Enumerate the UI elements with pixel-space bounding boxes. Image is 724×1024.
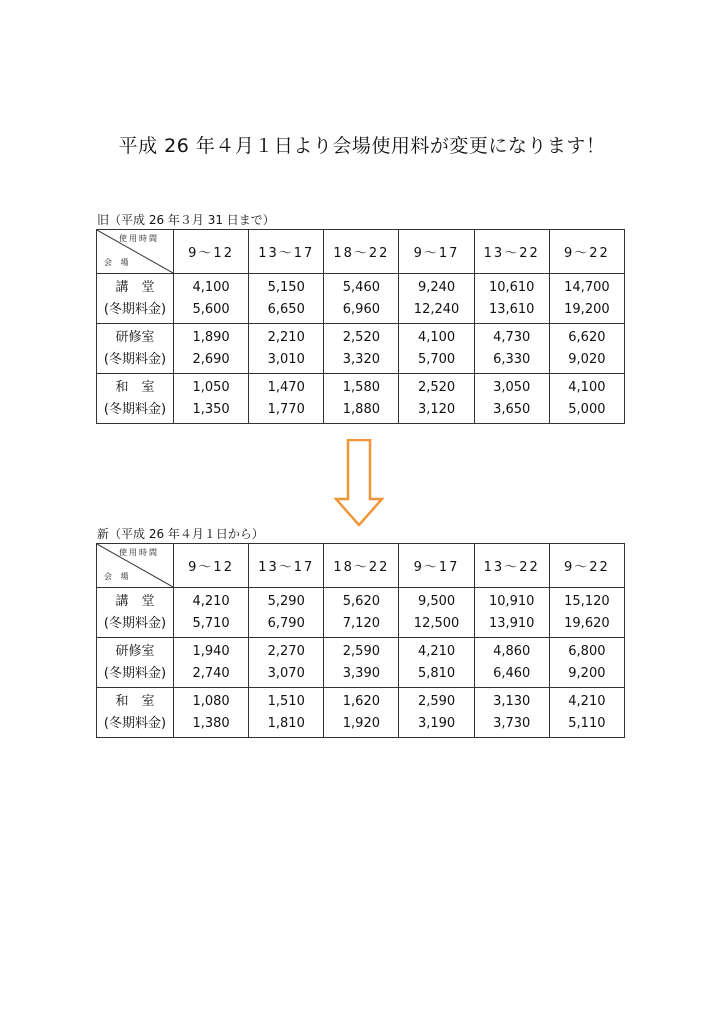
standard-fee: 1,470 — [267, 379, 305, 395]
corner-venue-label: 会 場 — [104, 258, 132, 267]
winter-fee: 3,070 — [267, 665, 305, 681]
fee-cell — [174, 274, 249, 324]
winter-fee: 2,740 — [192, 665, 230, 681]
winter-fee: 3,730 — [493, 715, 531, 731]
winter-fee: 2,690 — [192, 351, 230, 367]
standard-fee: 1,620 — [342, 693, 380, 709]
time-slot-header: 9～17 — [399, 230, 474, 274]
table-row — [97, 588, 625, 638]
venue-cell — [97, 324, 174, 374]
fee-cell — [174, 588, 249, 638]
winter-fee: 1,380 — [192, 715, 230, 731]
fee-cell — [249, 274, 324, 324]
venue-cell — [97, 274, 174, 324]
corner-venue-label: 会 場 — [104, 572, 132, 581]
winter-fee-label: (冬期料金) — [103, 301, 167, 317]
time-slot-header: 9～12 — [174, 544, 249, 588]
time-slot-header: 18～22 — [324, 544, 399, 588]
time-slot-header: 9～22 — [549, 544, 624, 588]
fee-cell — [549, 324, 624, 374]
winter-fee: 5,710 — [192, 615, 230, 631]
old-table-caption: 旧（平成 26 年３月 31 日まで） — [97, 213, 275, 227]
table-row — [97, 688, 625, 738]
standard-fee: 1,940 — [192, 643, 230, 659]
fee-cell — [399, 638, 474, 688]
fee-cell — [324, 324, 399, 374]
fee-cell — [399, 688, 474, 738]
winter-fee-label: (冬期料金) — [103, 665, 167, 681]
new-fee-table — [96, 543, 625, 738]
standard-fee: 9,240 — [417, 279, 456, 295]
time-slot-header: 18～22 — [324, 230, 399, 274]
table-row — [97, 324, 625, 374]
winter-fee-label: (冬期料金) — [103, 615, 167, 631]
corner-time-label: 使用時間 — [119, 548, 159, 557]
fee-cell — [324, 638, 399, 688]
fee-cell — [174, 688, 249, 738]
winter-fee: 12,240 — [413, 301, 460, 317]
venue-name: 研修室 — [115, 329, 155, 345]
winter-fee: 5,600 — [192, 301, 230, 317]
fee-cell — [249, 324, 324, 374]
winter-fee: 3,120 — [417, 401, 456, 417]
winter-fee: 12,500 — [413, 615, 460, 631]
fee-cell — [549, 638, 624, 688]
standard-fee: 10,910 — [488, 593, 535, 609]
fee-cell — [474, 274, 549, 324]
venue-cell — [97, 638, 174, 688]
venue-cell — [97, 688, 174, 738]
winter-fee: 19,200 — [564, 301, 610, 317]
standard-fee: 2,590 — [342, 643, 380, 659]
standard-fee: 14,700 — [564, 279, 610, 295]
winter-fee: 5,000 — [568, 401, 606, 417]
old-fee-table — [96, 229, 625, 424]
standard-fee: 4,100 — [192, 279, 230, 295]
winter-fee: 1,770 — [267, 401, 305, 417]
standard-fee: 10,610 — [488, 279, 535, 295]
time-slot-header: 13～22 — [474, 230, 549, 274]
fee-cell — [474, 324, 549, 374]
winter-fee: 6,650 — [267, 301, 305, 317]
winter-fee-label: (冬期料金) — [103, 715, 167, 731]
standard-fee: 5,460 — [342, 279, 380, 295]
fee-cell — [249, 638, 324, 688]
fee-cell — [399, 374, 474, 424]
winter-fee: 6,460 — [493, 665, 531, 681]
standard-fee: 1,580 — [342, 379, 380, 395]
time-slot-header: 9～17 — [399, 544, 474, 588]
new-table-caption: 新（平成 26 年４月１日から） — [97, 527, 264, 541]
venue-name: 講 堂 — [115, 279, 155, 295]
winter-fee: 9,020 — [568, 351, 606, 367]
time-slot-header: 13～22 — [474, 544, 549, 588]
standard-fee: 1,050 — [192, 379, 230, 395]
header-row — [97, 230, 625, 274]
standard-fee: 6,800 — [568, 643, 606, 659]
fee-cell — [174, 638, 249, 688]
venue-name: 研修室 — [115, 643, 155, 659]
time-slot-header: 9～12 — [174, 230, 249, 274]
standard-fee: 9,500 — [417, 593, 456, 609]
fee-cell — [549, 274, 624, 324]
standard-fee: 4,210 — [192, 593, 230, 609]
fee-cell — [174, 374, 249, 424]
winter-fee: 7,120 — [342, 615, 380, 631]
winter-fee: 3,650 — [493, 401, 531, 417]
corner-time-label: 使用時間 — [119, 234, 159, 243]
standard-fee: 4,100 — [568, 379, 606, 395]
standard-fee: 2,520 — [342, 329, 380, 345]
fee-cell — [474, 588, 549, 638]
winter-fee: 3,390 — [342, 665, 380, 681]
winter-fee: 19,620 — [564, 615, 610, 631]
time-slot-header: 9～22 — [549, 230, 624, 274]
venue-cell — [97, 374, 174, 424]
fee-cell — [324, 688, 399, 738]
fee-cell — [249, 688, 324, 738]
winter-fee: 3,190 — [417, 715, 456, 731]
winter-fee: 1,920 — [342, 715, 380, 731]
fee-cell — [324, 274, 399, 324]
standard-fee: 15,120 — [564, 593, 610, 609]
standard-fee: 6,620 — [568, 329, 606, 345]
winter-fee: 6,330 — [493, 351, 531, 367]
winter-fee-label: (冬期料金) — [103, 351, 167, 367]
corner-cell — [97, 230, 174, 274]
standard-fee: 4,100 — [417, 329, 456, 345]
fee-cell — [549, 688, 624, 738]
fee-cell — [474, 688, 549, 738]
winter-fee: 3,010 — [267, 351, 305, 367]
venue-name: 和 室 — [115, 693, 155, 709]
winter-fee: 3,320 — [342, 351, 380, 367]
standard-fee: 4,730 — [493, 329, 531, 345]
standard-fee: 3,130 — [493, 693, 531, 709]
winter-fee: 5,110 — [568, 715, 606, 731]
header-row — [97, 544, 625, 588]
standard-fee: 3,050 — [493, 379, 531, 395]
fee-cell — [174, 324, 249, 374]
standard-fee: 5,150 — [267, 279, 305, 295]
standard-fee: 4,210 — [417, 643, 456, 659]
standard-fee: 5,290 — [267, 593, 305, 609]
standard-fee: 4,210 — [568, 693, 606, 709]
winter-fee: 13,910 — [488, 615, 535, 631]
standard-fee: 5,620 — [342, 593, 380, 609]
down-arrow-icon — [334, 439, 384, 527]
standard-fee: 2,270 — [267, 643, 305, 659]
table-row — [97, 638, 625, 688]
fee-cell — [549, 374, 624, 424]
winter-fee: 9,200 — [568, 665, 606, 681]
winter-fee: 13,610 — [488, 301, 535, 317]
fee-cell — [324, 588, 399, 638]
standard-fee: 1,080 — [192, 693, 230, 709]
standard-fee: 2,520 — [417, 379, 456, 395]
venue-name: 講 堂 — [115, 593, 155, 609]
fee-cell — [399, 588, 474, 638]
standard-fee: 1,510 — [267, 693, 305, 709]
winter-fee: 1,350 — [192, 401, 230, 417]
fee-cell — [399, 274, 474, 324]
standard-fee: 4,860 — [493, 643, 531, 659]
table-row — [97, 274, 625, 324]
winter-fee: 6,790 — [267, 615, 305, 631]
time-slot-header: 13～17 — [249, 544, 324, 588]
time-slot-header: 13～17 — [249, 230, 324, 274]
fee-cell — [249, 588, 324, 638]
fee-cell — [474, 638, 549, 688]
standard-fee: 2,590 — [417, 693, 456, 709]
winter-fee: 5,810 — [417, 665, 456, 681]
corner-cell — [97, 544, 174, 588]
fee-cell — [399, 324, 474, 374]
venue-name: 和 室 — [115, 379, 155, 395]
fee-cell — [249, 374, 324, 424]
table-row — [97, 374, 625, 424]
fee-cell — [474, 374, 549, 424]
standard-fee: 2,210 — [267, 329, 305, 345]
winter-fee: 1,810 — [267, 715, 305, 731]
page-title: 平成 26 年４月１日より会場使用料が変更になります！ — [118, 135, 606, 157]
winter-fee-label: (冬期料金) — [103, 401, 167, 417]
winter-fee: 1,880 — [342, 401, 380, 417]
venue-cell — [97, 588, 174, 638]
fee-cell — [549, 588, 624, 638]
winter-fee: 6,960 — [342, 301, 380, 317]
fee-cell — [324, 374, 399, 424]
standard-fee: 1,890 — [192, 329, 230, 345]
winter-fee: 5,700 — [417, 351, 456, 367]
